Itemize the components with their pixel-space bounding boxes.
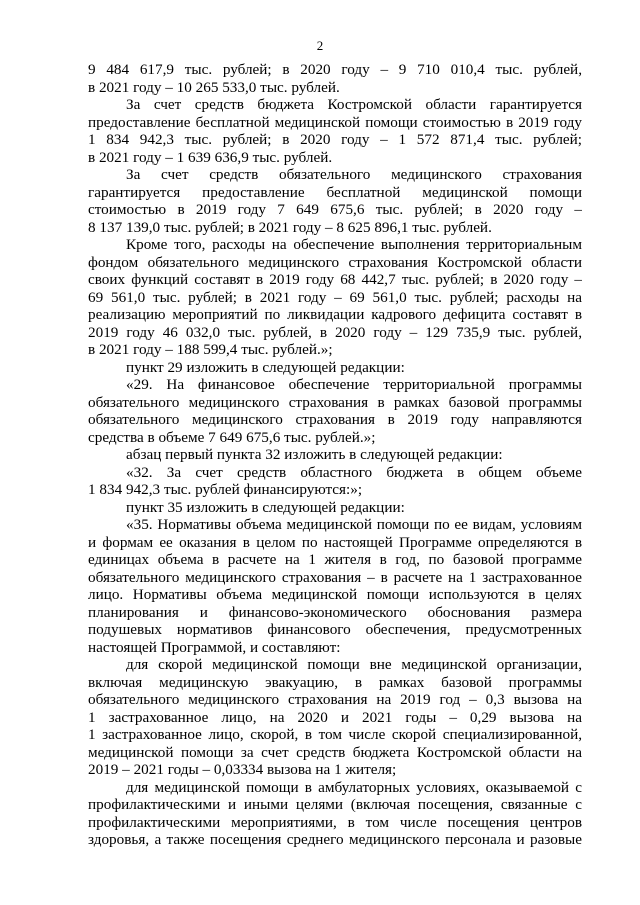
text-line: своих функций составят в 2019 году 68 442,7 тыс. рублей; в 2020 году – xyxy=(88,271,582,288)
text-line: медицинской помощи за счет средств бюджета Костромской области на xyxy=(88,743,582,761)
text-line: подушевых нормативов финансового обеспечения, предусмотренных xyxy=(88,621,582,638)
text-line: 9 484 617,9 тыс. рублей; в 2020 году – 9 710 010,4 тыс. рублей, xyxy=(88,61,582,78)
document-body xyxy=(88,61,582,849)
text-line: планирования и финансово-экономического обоснования размера xyxy=(88,603,582,621)
text-line: обязательного медицинского страхования – в расчете на 1 застрахованное xyxy=(88,568,582,586)
page-number: 2 xyxy=(316,38,324,53)
text-line: 2019 – 2021 годы – 0,03334 вызова на 1 жителя; xyxy=(88,761,397,778)
text-line: пункт 29 изложить в следующей редакции: xyxy=(126,358,405,376)
text-line: единицах объема в расчете на 1 жителя в год, по базовой программе xyxy=(88,551,582,568)
text-line: в 2021 году – 1 639 636,9 тыс. рублей. xyxy=(88,148,333,166)
text-line: «32. За счет средств областного бюджета в общем объеме xyxy=(126,463,582,481)
text-line: обязательного медицинского страхования в 2019 году направляются xyxy=(88,411,582,428)
text-line: 69 561,0 тыс. рублей; в 2021 году – 69 561,0 тыс. рублей; расходы на xyxy=(88,288,582,306)
text-line: в 2021 году – 188 599,4 тыс. рублей.»; xyxy=(88,341,333,358)
text-line: 8 137 139,0 тыс. рублей; в 2021 году – 8 625 896,1 тыс. рублей. xyxy=(88,218,492,236)
text-line: «29. На финансовое обеспечение территориальной программы xyxy=(126,376,582,393)
text-line: За счет средств бюджета Костромской области гарантируется xyxy=(126,96,582,113)
text-line: и формам ее оказания в целом по настоящей Программе определяются в xyxy=(88,533,582,551)
text-line: обязательного медицинского страхования на 2019 год – 0,3 вызова на xyxy=(88,691,582,708)
text-line: пункт 35 изложить в следующей редакции: xyxy=(126,498,405,516)
text-line: реализацию мероприятий по ликвидации кадрового дефицита составят в xyxy=(88,306,582,323)
text-line: для медицинской помощи в амбулаторных условиях, оказываемой с xyxy=(126,778,582,796)
text-line: лицо. Нормативы объема медицинской помощи используются в целях xyxy=(88,586,582,603)
text-line: предоставление бесплатной медицинской помощи стоимостью в 2019 году xyxy=(88,113,582,131)
text-line: гарантируется предоставление бесплатной медицинской помощи xyxy=(88,183,582,201)
text-line: За счет средств обязательного медицинского страхования xyxy=(126,166,582,183)
text-line: 1 застрахованное лицо, на 2020 и 2021 годы – 0,29 вызова на xyxy=(88,708,582,726)
text-line: 1 834 942,3 тыс. рублей; в 2020 году – 1 572 871,4 тыс. рублей; xyxy=(88,131,582,148)
text-line: обязательного медицинского страхования в рамках базовой программы xyxy=(88,393,582,411)
text-line: настоящей Программой, и составляют: xyxy=(88,638,341,656)
text-line: стоимостью в 2019 году 7 649 675,6 тыс. рублей; в 2020 году – xyxy=(88,201,582,218)
text-line: 1 застрахованное лицо, скорой, в том числе скорой специализированной, xyxy=(88,726,582,743)
text-line: средства в объеме 7 649 675,6 тыс. рублей.»; xyxy=(88,428,376,446)
text-line: 2019 году 46 032,0 тыс. рублей, в 2020 году – 129 735,9 тыс. рублей, xyxy=(88,323,582,341)
text-line: профилактическими и иными целями (включая посещения, связанные с xyxy=(88,796,582,813)
text-line: 1 834 942,3 тыс. рублей финансируются:»; xyxy=(88,481,363,498)
text-line: в 2021 году – 10 265 533,0 тыс. рублей. xyxy=(88,78,340,96)
text-line: «35. Нормативы объема медицинской помощи по ее видам, условиям xyxy=(126,516,582,533)
text-line: включая медицинскую эвакуацию, в рамках базовой программы xyxy=(88,673,582,691)
text-line: фондом обязательного медицинского страхования Костромской области xyxy=(88,253,582,271)
text-line: здоровья, а также посещения среднего медицинского персонала и разовые xyxy=(88,831,582,848)
text-line: абзац первый пункта 32 изложить в следующей редакции: xyxy=(126,446,503,463)
text-line: для скорой медицинской помощи вне медицинской организации, xyxy=(126,656,582,673)
text-line: Кроме того, расходы на обеспечение выполнения территориальным xyxy=(126,236,582,253)
text-line: профилактическими мероприятиями, в том числе посещения центров xyxy=(88,813,582,831)
